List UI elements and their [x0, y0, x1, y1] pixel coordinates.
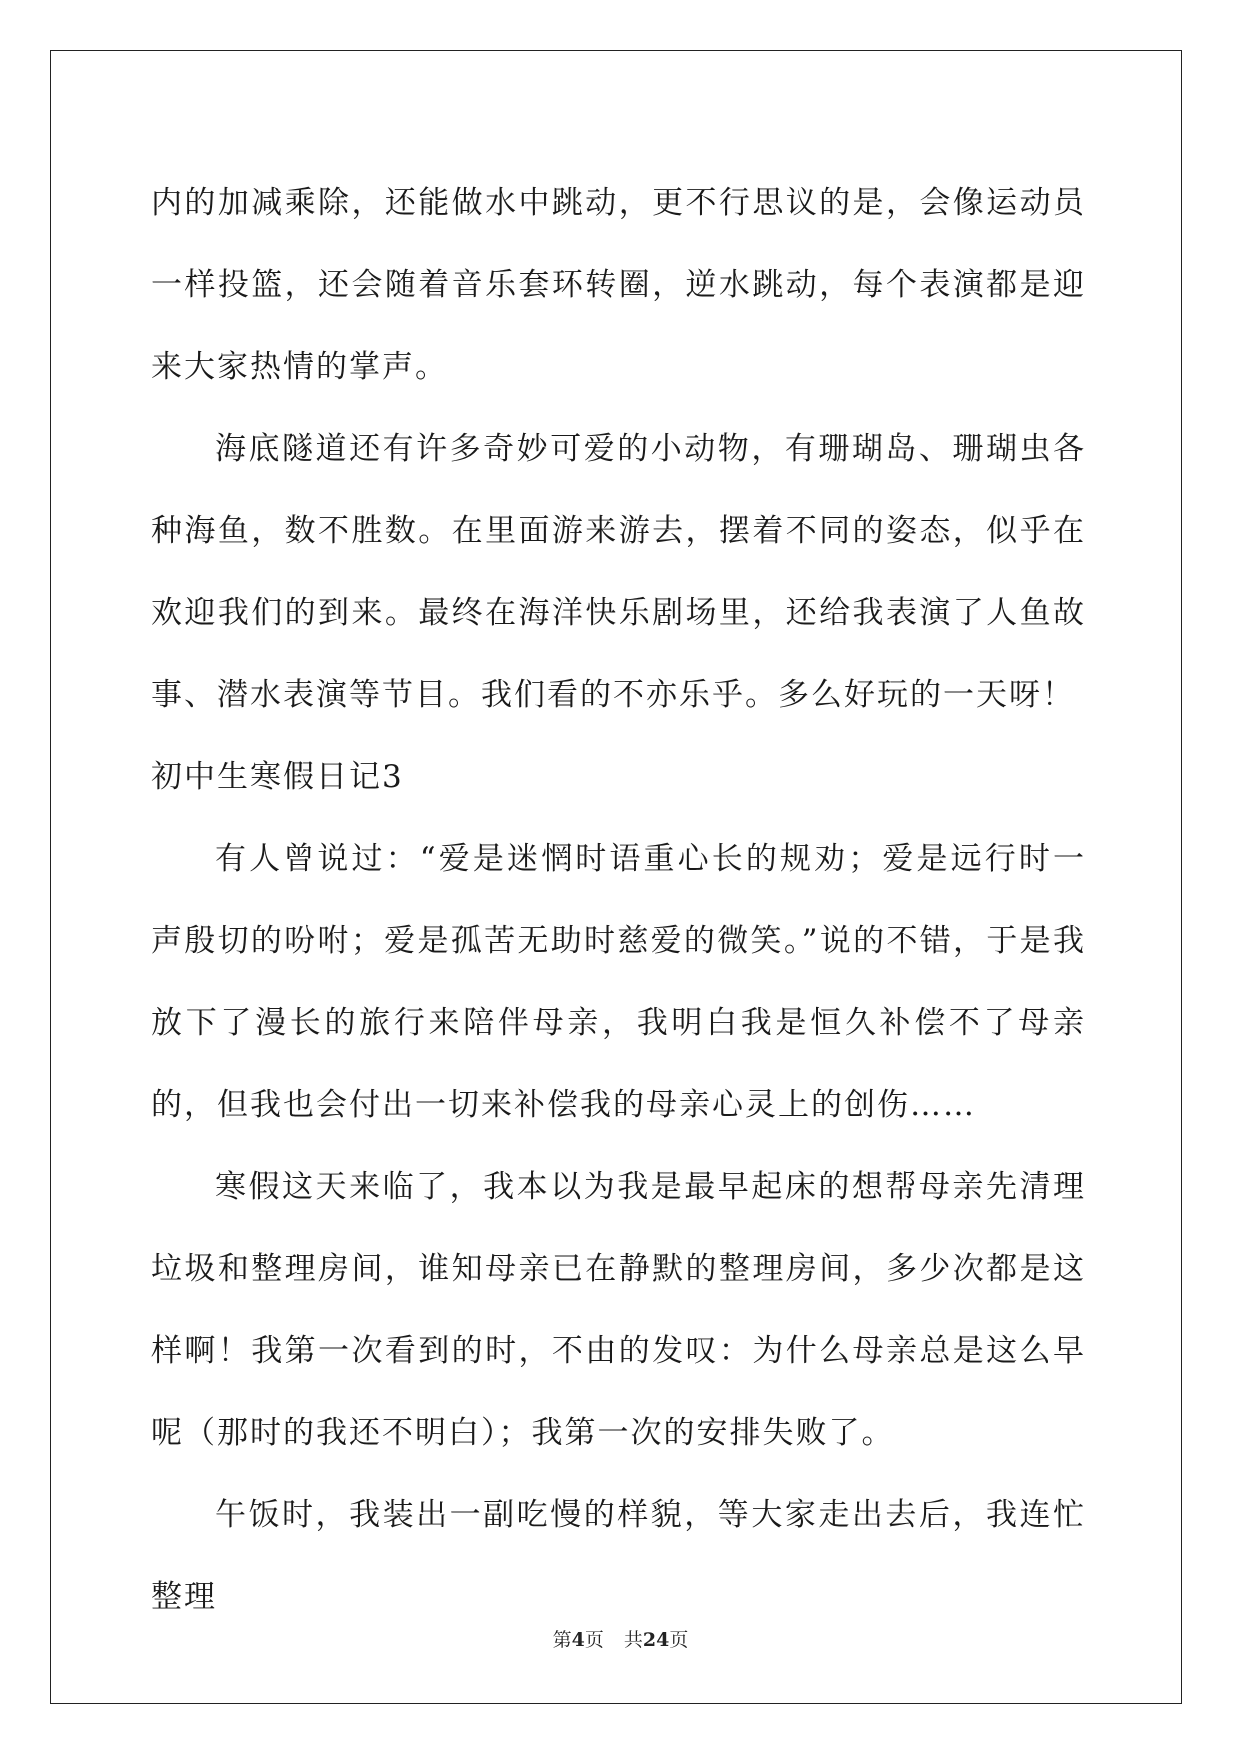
document-body [151, 162, 1086, 1638]
paragraph: 海底隧道还有许多奇妙可爱的小动物，有珊瑚岛、珊瑚虫各种海鱼，数不胜数。在里面游来游去，摆着不同的姿态，似乎在欢迎我们的到来。最终在海洋快乐剧场里，还给我表演了人鱼故事、潜水表演等节目。我们看的不亦乐乎。多么好玩的一天呀！ [151, 431, 1086, 713]
footer-total-prefix: 共 [623, 1629, 643, 1651]
footer-page-number: 4 [571, 1629, 585, 1651]
footer-prefix: 第 [552, 1629, 572, 1651]
footer-total-pages: 24 [642, 1629, 670, 1651]
section-heading: 初中生寒假日记3 [151, 759, 404, 795]
paragraph: 寒假这天来临了，我本以为我是最早起床的想帮母亲先清理垃圾和整理房间，谁知母亲已在静默的整理房间，多少次都是这样啊！我第一次看到的时，不由的发叹：为什么母亲总是这么早呢（那时的我还不明白）；我第一次的安排失败了。 [151, 1169, 1086, 1451]
footer-page-suffix: 页 [584, 1629, 604, 1651]
footer-total-suffix: 页 [669, 1629, 689, 1651]
paragraph-continuation: 内的加减乘除，还能做水中跳动，更不行思议的是，会像运动员一样投篮，还会随着音乐套环转圈，逆水跳动，每个表演都是迎来大家热情的掌声。 [151, 185, 1086, 385]
paragraph: 午饭时，我装出一副吃慢的样貌，等大家走出去后，我连忙整理 [151, 1497, 1086, 1615]
paragraph: 有人曾说过：“爱是迷惘时语重心长的规劝；爱是远行时一声殷切的吩咐；爱是孤苦无助时慈爱的微笑。”说的不错，于是我放下了漫长的旅行来陪伴母亲，我明白我是恒久补偿不了母亲的，但我也会付出一切来补偿我的母亲心灵上的创伤…… [151, 841, 1086, 1123]
page-footer [0, 1625, 1241, 1652]
